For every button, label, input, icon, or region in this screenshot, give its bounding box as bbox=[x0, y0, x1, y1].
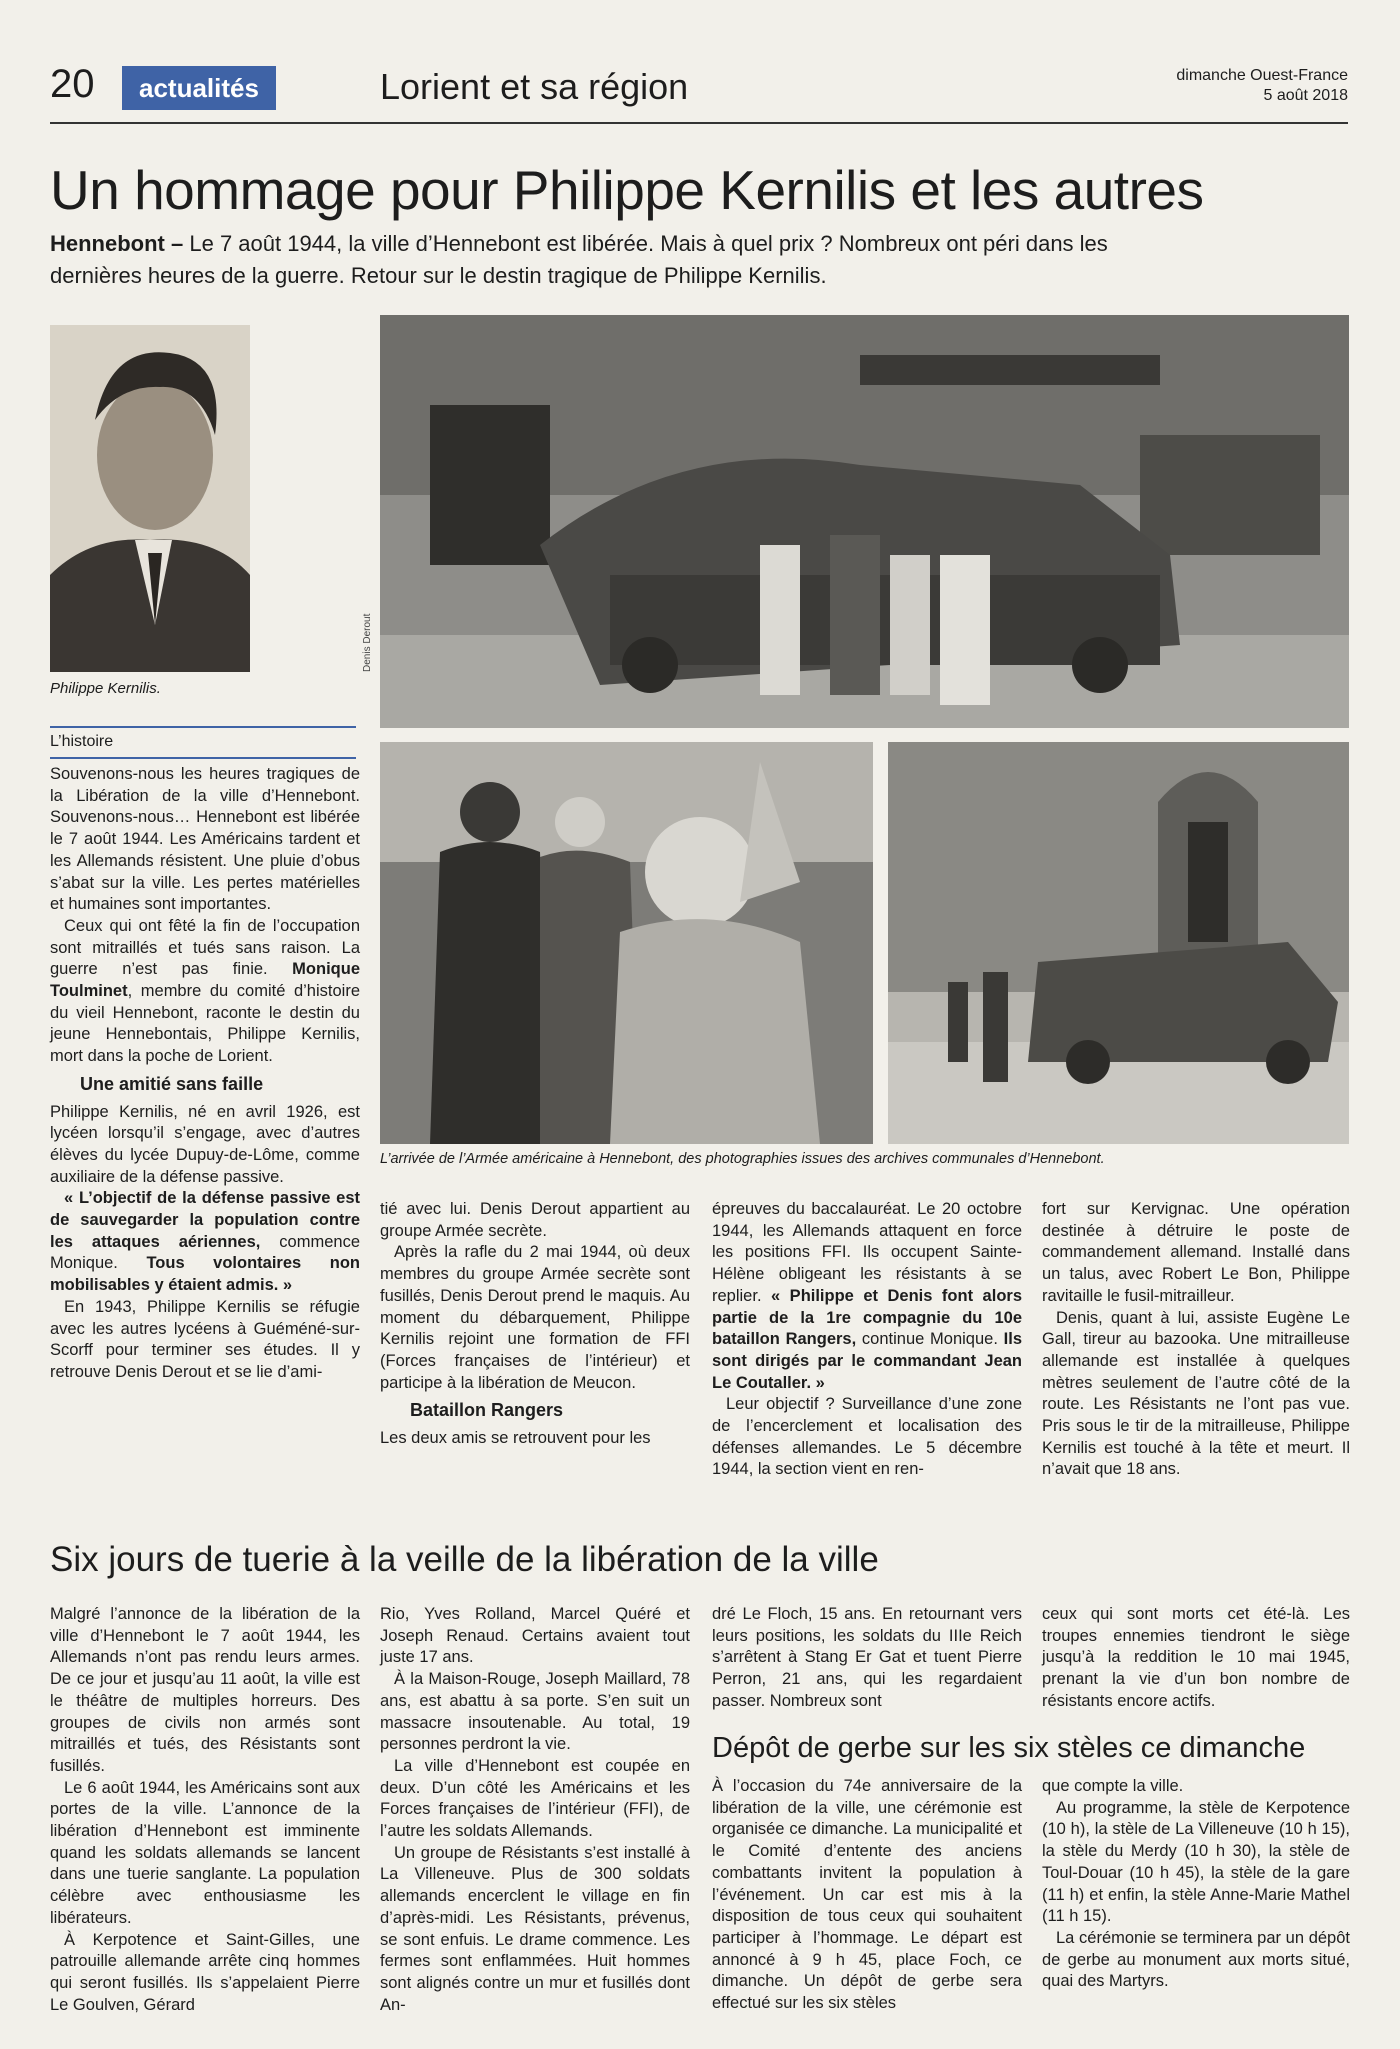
photos-caption: L’arrivée de l’Armée américaine à Hennebont, des photographies issues des archives communales d’Hennebont. bbox=[380, 1151, 1105, 1167]
paragraph: À la Maison-Rouge, Joseph Maillard, 78 ans, est abattu à sa porte. S’en suit un massacre insoutenable. Au total, 19 personnes perdront la vie. bbox=[380, 1670, 690, 1754]
paragraph: Leur objectif ? Surveillance d’une zone de l’encerclement et localisation des défenses allemandes. Le 5 décembre 1944, la section vient en ren- bbox=[712, 1395, 1022, 1479]
paragraph: Le 6 août 1944, les Américains sont aux portes de la ville. L’annonce de la libération d’Hennebont est imminente quand les soldats allemands se lancent dans une tuerie sanglante. La population célèbre avec enthousiasme les libérateurs. bbox=[50, 1778, 360, 1927]
paragraph: Philippe Kernilis, né en avril 1926, est lycéen lorsqu’il s’engage, avec d’autres élèves du lycée Dupuy-de-Lôme, comme auxiliaire de la défense passive. bbox=[50, 1102, 360, 1186]
paragraph: Denis, quant à lui, assiste Eugène Le Gall, tireur au bazooka. Une mitrailleuse allemande est installée à quelques mètres seulement de l’autre côté de la route. Les Résistants ne l’ont pas vue. Pris sous le tir de la mitrailleuse, Philippe Kernilis est touché à la tête et meurt. Il n’avait que 18 ans. bbox=[1042, 1308, 1350, 1479]
article-column-3 bbox=[712, 1199, 1022, 1481]
quote: Tous volontaires non mobilisables y étaient admis. » bbox=[50, 1254, 360, 1295]
quote: « L’objectif de la défense passive est de sauvegarder la population contre les attaques aériennes, bbox=[50, 1189, 360, 1251]
dateline-paper: dimanche Ouest-France bbox=[1176, 67, 1348, 84]
church-tank-photo bbox=[888, 742, 1349, 1144]
article-column-1 bbox=[50, 764, 360, 1384]
paragraph-text: commence Monique. bbox=[50, 1232, 360, 1273]
article2-headline: Six jours de tuerie à la veille de la libération de la ville bbox=[50, 1540, 879, 1579]
rubric-histoire: L’histoire bbox=[50, 726, 356, 759]
paragraph: Au programme, la stèle de Kerpotence (10 h), la stèle de La Villeneuve (10 h 15), la stèle du Merdy (10 h 30), la stèle de Toul-Douar (10 h 45), la stèle de la gare (11 h) et enfin, la stèle Anne-Marie Mathel (11 h 15). bbox=[1042, 1798, 1350, 1926]
article2-column-4 bbox=[1042, 1604, 1350, 1713]
dateline bbox=[1176, 66, 1348, 106]
paragraph bbox=[50, 916, 360, 1068]
person-name: Monique Toulminet bbox=[50, 960, 360, 1001]
headline: Un hommage pour Philippe Kernilis et les autres bbox=[50, 159, 1204, 221]
article-column-4 bbox=[1042, 1199, 1350, 1481]
paragraph bbox=[50, 1188, 360, 1297]
standfirst-place: Hennebont – bbox=[50, 231, 184, 256]
portrait-caption: Philippe Kernilis. bbox=[50, 680, 161, 697]
soldiers-photo bbox=[380, 742, 873, 1144]
paragraph: En 1943, Philippe Kernilis se réfugie avec les autres lycéens à Guéméné-sur-Scorff pour terminer ses études. Il y retrouve Denis Derout et se lie d’ami- bbox=[50, 1297, 360, 1381]
paragraph bbox=[712, 1199, 1022, 1394]
article2-column-1 bbox=[50, 1604, 360, 2016]
paragraph: Rio, Yves Rolland, Marcel Quéré et Joseph Renaud. Certains avaient tout juste 17 ans. bbox=[380, 1605, 690, 1667]
paragraph: Les deux amis se retrouvent pour les bbox=[380, 1429, 651, 1448]
paragraph-text: épreuves du baccalauréat. Le 20 octobre 1944, les Allemands attaquent en force les positions FFI. Ils occupent Sainte-Hélène obligeant les résistants à se replier. bbox=[712, 1200, 1022, 1305]
article2-column-3 bbox=[712, 1604, 1022, 1713]
standfirst bbox=[50, 228, 1150, 292]
paragraph: La cérémonie se terminera par un dépôt de gerbe au monument aux morts situé, quai des Martyrs. bbox=[1042, 1928, 1350, 1991]
quote: Ils sont dirigés par le commandant Jean Le Coutaller. » bbox=[712, 1330, 1022, 1392]
header-rule bbox=[50, 122, 1348, 124]
region-title: Lorient et sa région bbox=[380, 66, 689, 107]
article2-column-2 bbox=[380, 1604, 690, 2016]
photo-credit: Denis Derout bbox=[362, 613, 373, 672]
paragraph: Un groupe de Résistants s’est installé à La Villeneuve. Plus de 300 soldats allemands encerclent le village en fin d’après-midi. Les Résistants, prévenus, se sont enfuis. Le drame commence. Les fermes sont enflammées. Huit hommes sont alignés contre un mur et fusillés dont An- bbox=[380, 1843, 690, 2014]
paragraph: dré Le Floch, 15 ans. En retournant vers leurs positions, les soldats du IIIe Reich s’arrêtent à Stang Er Gat et tuent Pierre Perron, 21 ans, qui les regardaient passer. Nombreux sont bbox=[712, 1605, 1022, 1710]
paragraph: ceux qui sont morts cet été-là. Les troupes ennemies tiendront le siège jusqu’à la reddition le 10 mai 1945, prenant la vie d’un bon nombre de résistants encore actifs. bbox=[1042, 1605, 1350, 1710]
paragraph: La ville d’Hennebont est coupée en deux. D’un côté les Américains et les Forces françaises de l’intérieur (FFI), de l’autre les soldats Allemands. bbox=[380, 1756, 690, 1841]
article3-column-2 bbox=[1042, 1776, 1350, 1993]
paragraph: que compte la ville. bbox=[1042, 1777, 1184, 1795]
portrait-photo bbox=[50, 325, 250, 672]
article3-column-1 bbox=[712, 1776, 1022, 2015]
article3-headline: Dépôt de gerbe sur les six stèles ce dimanche bbox=[712, 1732, 1306, 1764]
subhead: Bataillon Rangers bbox=[410, 1400, 564, 1421]
quote: « Philippe et Denis font alors partie de la 1re compagnie du 10e bataillon Rangers, bbox=[712, 1286, 1022, 1349]
article-column-2 bbox=[380, 1199, 690, 1450]
paragraph: fort sur Kervignac. Une opération destinée à détruire le poste de commandement allemand. Installé dans un talus, avec Robert Le Bon, Philippe ravitaille le fusil-mitrailleur. bbox=[1042, 1200, 1350, 1305]
paragraph: Souvenons-nous les heures tragiques de la Libération de la ville d’Hennebont. Souvenons-nous… Hennebont est libérée le 7 août 1944. Les Américains tardent et les Allemands résistent. Une pluie d’obus s’abat sur la ville. Les pertes matérielles et humaines sont importantes. bbox=[50, 765, 360, 914]
paragraph: À l’occasion du 74e anniversaire de la libération de la ville, une cérémonie est organisée ce dimanche. La municipalité et le Comité d’entente des anciens combattants invitent la population à l’événement. Un car est mis à la disposition de tous ceux qui souhaitent participer à l’hommage. Le départ est annoncé à 9 h 45, place Foch, ce dimanche. Un dépôt de gerbe sera effectué sur les six stèles bbox=[712, 1777, 1022, 2013]
paragraph: Malgré l’annonce de la libération de la ville d’Hennebont le 7 août 1944, les Allemands n’ont pas rendu leurs armes. De ce jour et jusqu’au 11 août, la ville est le théâtre de multiples horreurs. Des groupes de civils non armés sont mitraillés et tués, des Résistants sont fusillés. bbox=[50, 1605, 360, 1775]
dateline-date: 5 août 2018 bbox=[1263, 87, 1348, 104]
paragraph: À Kerpotence et Saint-Gilles, une patrouille allemande arrête cinq hommes qui seront fusillés. Ils s’appelaient Pierre Le Goulven, Gérard bbox=[50, 1930, 360, 2014]
tank-photo-large bbox=[380, 315, 1349, 728]
paragraph-text: continue Monique. bbox=[856, 1330, 998, 1349]
subhead: Une amitié sans faille bbox=[80, 1073, 264, 1094]
paragraph: Après la rafle du 2 mai 1944, où deux membres du groupe Armée secrète sont fusillés, Denis Derout prend le maquis. Au moment du débarquement, Philippe Kernilis rejoint une formation de FFI (Forces françaises de l’intérieur) et participe à la libération de Meucon. bbox=[380, 1243, 690, 1392]
paragraph-text: Ceux qui ont fêté la fin de l’occupation sont mitraillés et tués sans raison. La guerre n’est pas finie. bbox=[50, 916, 360, 979]
paragraph-text: , membre du comité d’histoire du vieil Hennebont, raconte le destin du jeune Hennebontais, Philippe Kernilis, mort dans la poche de Lorient. bbox=[50, 982, 360, 1066]
page-number: 20 bbox=[50, 62, 95, 106]
section-tag: actualités bbox=[122, 66, 276, 110]
standfirst-text: Le 7 août 1944, la ville d’Hennebont est libérée. Mais à quel prix ? Nombreux ont péri dans les dernières heures de la guerre. Retour sur le destin tragique de Philippe Kernilis. bbox=[50, 231, 1108, 288]
paragraph: tié avec lui. Denis Derout appartient au groupe Armée secrète. bbox=[380, 1200, 690, 1240]
